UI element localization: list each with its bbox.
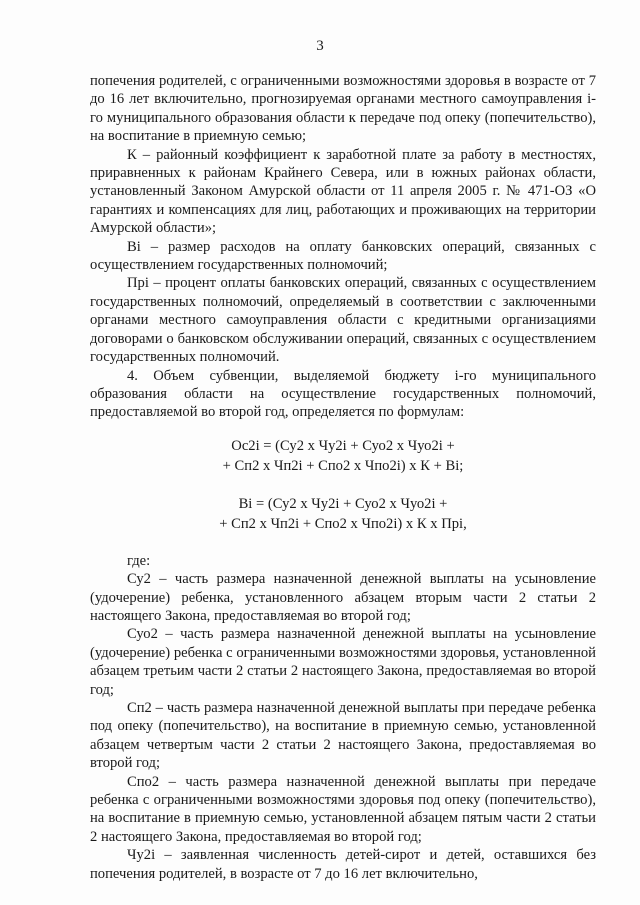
paragraph-chu2i-definition: Чу2i – заявленная численность детей-сирот и детей, оставшихся без попечения родителей, в возрасте от 7 до 16 лет включительно, [90, 847, 596, 882]
page-number: 3 [316, 38, 324, 54]
paragraph-pri-definition: Прi – процент оплаты банковских операций, связанных с осуществлением государственных полномочий, определяемый в соответствии с заключенными органами местного самоуправления области с кредитными организациями договорами о банковском обслуживании операций, связанных с осуществлением государственных полномочий. [90, 275, 596, 366]
document-body [90, 72, 596, 883]
formula-line: + Сп2 х Чп2i + Спо2 х Чпо2i) х К х Прi, [219, 515, 467, 532]
paragraph-spo2-definition: Спо2 – часть размера назначенной денежной выплаты при передаче ребенка с ограниченными возможностями здоровья под опеку (попечительство), на воспитание в приемную семью, установленной абзацем пятым части 2 статьи 2 настоящего Закона, предоставляемая во второй год; [90, 773, 596, 845]
formula-oc2i [90, 436, 596, 476]
formula-bi [90, 494, 596, 534]
formula-line: Ос2i = (Су2 х Чу2i + Суо2 х Чуо2i + [231, 437, 455, 454]
paragraph-bi-definition: Вi – размер расходов на оплату банковских операций, связанных с осуществлением государственных полномочий; [90, 238, 596, 274]
paragraph-k-coefficient: К – районный коэффициент к заработной плате за работу в местностях, приравненных к районам Крайнего Севера, или в южных районах области, установленный Законом Амурской области от 11 апреля 2005 г. № 471-ОЗ «О гарантиях и компенсациях для лиц, работающих и проживающих на территории Амурской области»; [90, 146, 596, 237]
paragraph-clause-4: 4. Объем субвенции, выделяемой бюджету i-го муниципального образования области на осуществление государственных полномочий, предоставляемой во второй год, определяется по формулам: [90, 367, 596, 421]
paragraph-continuation: попечения родителей, с ограниченными возможностями здоровья в возрасте от 7 до 16 лет включительно, прогнозируемая органами местного самоуправления i-го муниципального образования области к передаче под опеку (попечительство), на воспитание в приемную семью; [90, 73, 596, 145]
where-label: где: [127, 552, 151, 569]
paragraph-suo2-definition: Суо2 – часть размера назначенной денежной выплаты на усыновление (удочерение) ребенка с ограниченными возможностями здоровья, установленной абзацем третьим части 2 статьи 2 настоящего Закона, предоставляемая во второй год; [90, 626, 596, 698]
formula-line: + Сп2 х Чп2i + Спо2 х Чпо2i) х К + Вi; [222, 457, 464, 474]
paragraph-su2-definition: Су2 – часть размера назначенной денежной выплаты на усыновление (удочерение) ребенка, установленного абзацем вторым части 2 статьи 2 настоящего Закона, предоставляемая во второй год; [90, 571, 596, 624]
paragraph-sp2-definition: Сп2 – часть размера назначенной денежной выплаты при передаче ребенка под опеку (попечительство), на воспитание в приемную семью, установленной абзацем четвертым части 2 статьи 2 настоящего Закона, предоставляемая во второй год; [90, 699, 596, 772]
formula-line: Вi = (Су2 х Чу2i + Суо2 х Чуо2i + [238, 495, 448, 512]
